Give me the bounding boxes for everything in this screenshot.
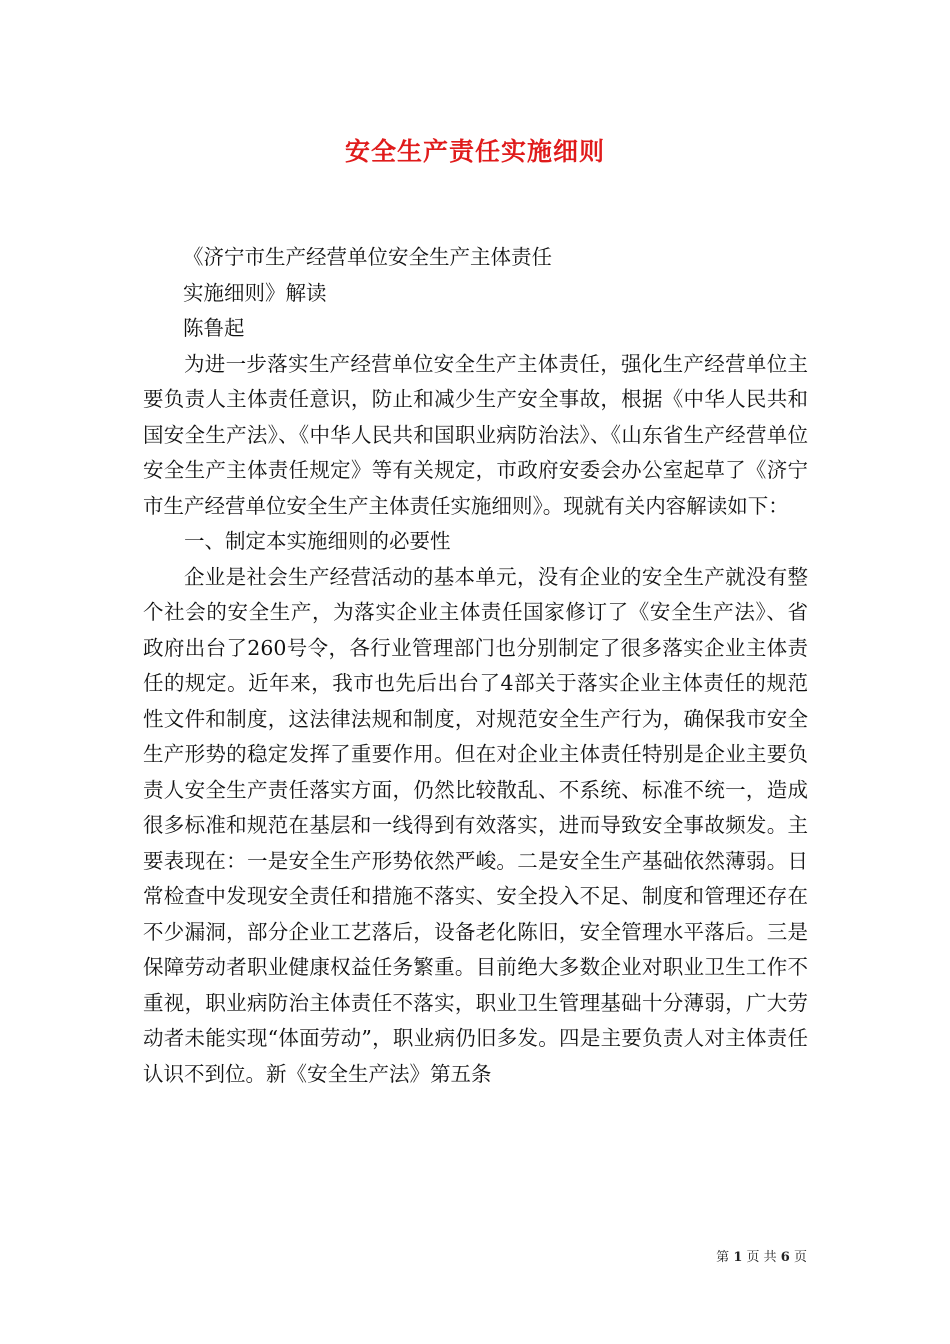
total-page-number: 6 <box>780 1250 790 1265</box>
subtitle-line-1: 《济宁市生产经营单位安全生产主体责任 <box>183 245 552 269</box>
page-number-footer <box>716 1246 807 1265</box>
document-body <box>143 240 808 1092</box>
section-heading: 一、制定本实施细则的必要性 <box>184 529 451 553</box>
paragraph-intro: 为进一步落实生产经营单位安全生产主体责任，强化生产经营单位主要负责人主体责任意识，防止和减少生产安全事故，根据《中华人民共和国安全生产法》、《中华人民共和国职业病防治法》、《山东省生产经营单位安全生产主体责任规定》等有关规定，市政府安委会办公室起草了《济宁市生产经营单位安全生产主体责任实施细则》。现就有关内容解读如下： <box>143 351 808 518</box>
footer-prefix: 第 <box>716 1250 730 1265</box>
subtitle-line-2: 实施细则》解读 <box>183 280 327 305</box>
paragraph-body: 企业是社会生产经营活动的基本单元，没有企业的安全生产就没有整个社会的安全生产，为落实企业主体责任国家修订了《安全生产法》、省政府出台了260号令，各行业管理部门也分别制定了很多落实企业主体责任的规定。近年来，我市也先后出台了4部关于落实企业主体责任的规范性文件和制度，这法律法规和制度，对规范安全生产行为，确保我市安全生产形势的稳定发挥了重要作用。但在对企业主体责任特别是企业主要负责人安全生产责任落实方面，仍然比较散乱、不系统、标准不统一，造成很多标准和规范在基层和一线得到有效落实，进而导致安全事故频发。主要表现在：一是安全生产形势依然严峻。二是安全生产基础依然薄弱。日常检查中发现安全责任和措施不落实、安全投入不足、制度和管理还存在不少漏洞，部分企业工艺落后，设备老化陈旧，安全管理水平落后。三是保障劳动者职业健康权益任务繁重。目前绝大多数企业对职业卫生工作不重视，职业病防治主体责任不落实，职业卫生管理基础十分薄弱，广大劳动者未能实现“体面劳动”，职业病仍旧多发。四是主要负责人对主体责任认识不到位。新《安全生产法》第五条 <box>143 564 808 1086</box>
author-name: 陈鲁起 <box>183 316 245 340</box>
document-title: 安全生产责任实施细则 <box>344 137 605 166</box>
footer-suffix: 页 <box>793 1250 807 1265</box>
current-page-number: 1 <box>733 1250 743 1265</box>
footer-middle: 页 共 <box>746 1250 777 1265</box>
